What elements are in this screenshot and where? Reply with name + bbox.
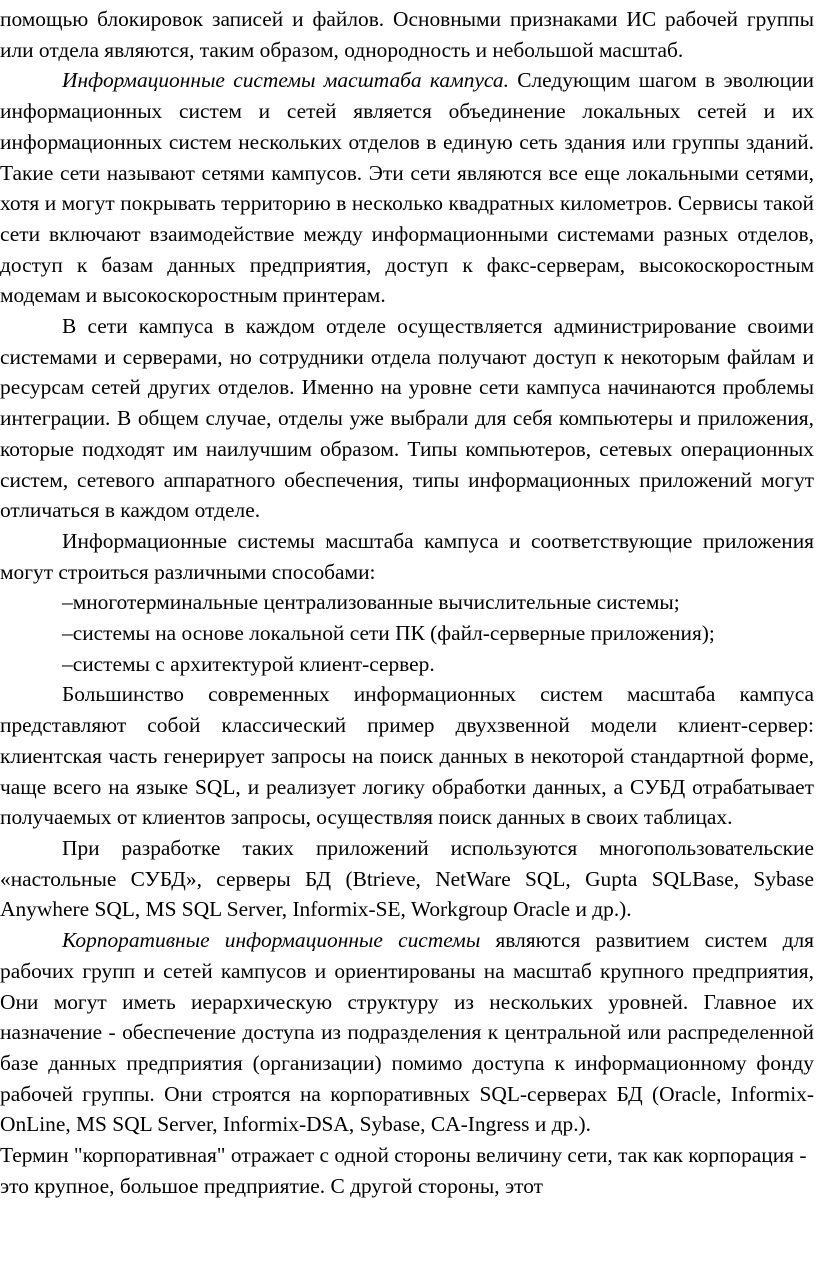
dash-marker: – bbox=[62, 651, 73, 676]
dash-marker: – bbox=[62, 621, 73, 646]
campus-heading-italic: Информационные системы масштаба кампуса. bbox=[62, 68, 509, 93]
corporate-text: являются развитием систем для рабочих групп и сетей кампусов и ориентированы на масштаб крупного предприятия, Они могут иметь иерархическую структуру из нескольких уровней. Главное их назначение - обеспечение доступа из подразделения к центральной или распределенной базе данных предприятия (организации) помимо доступа к информационному фонду рабочей группы. Они строятся на корпоративных SQL-серверах БД (Oracle, Informix-OnLine, MS SQL Server, Informix-DSA, Sybase, CA-Ingress и др.). bbox=[0, 928, 814, 1137]
paragraph-corporate-term: Термин "корпоративная" отражает с одной стороны величину сети, так как корпорация - это крупное, большое предприятие. С другой стороны, этот bbox=[0, 1143, 807, 1198]
paragraph-corporate bbox=[0, 925, 814, 1140]
campus-intro-text: Следующим шагом в эволюции информационных систем и сетей является объединение локальных сетей и их информационных систем нескольких отделов в единую сеть здания или группы зданий. Такие сети называют сетями кампусов. Эти сети являются все еще локальными сетями, хотя и могут покрывать территорию в несколько квадратных километров. Сервисы такой сети включают взаимодействие между информационными системами разных отделов, доступ к базам данных предприятия, доступ к факс-серверам, высокоскоростным модемам и высокоскоростным принтерам. bbox=[0, 68, 814, 308]
approaches-list bbox=[0, 587, 814, 679]
paragraph-workgroup-end: помощью блокировок записей и файлов. Основными признаками ИС рабочей группы или отдела являются, таким образом, однородность и небольшой масштаб. bbox=[0, 7, 814, 62]
list-item-text: системы на основе локальной сети ПК (файл-серверные приложения); bbox=[72, 621, 715, 646]
corporate-heading-italic: Корпоративные информационные системы bbox=[62, 928, 481, 953]
list-item bbox=[0, 649, 814, 680]
dash-marker: – bbox=[62, 590, 73, 615]
paragraph-campus-admin: В сети кампуса в каждом отделе осуществляется администрирование своими системами и серверами, но сотрудники отдела получают доступ к некоторым файлам и ресурсам сетей других отделов. Именно на уровне сети кампуса начинаются проблемы интеграции. В общем случае, отделы уже выбрали для себя компьютеры и приложения, которые подходят им наилучшим образом. Типы компьютеров, сетевых операционных систем, сетевого аппаратного обеспечения, типы информационных приложений могут отличаться в каждом отделе. bbox=[0, 314, 814, 523]
paragraph-desktop-dbms: При разработке таких приложений используются многопользовательские «настольные СУБД», серверы БД (Btrieve, NetWare SQL, Gupta SQLBase, Sybase Anywhere SQL, MS SQL Server, Informix-SE, Workgroup Oracle и др.). bbox=[0, 835, 814, 922]
list-item bbox=[0, 587, 814, 618]
paragraph-campus-approaches: Информационные системы масштаба кампуса и соответствующие приложения могут строиться различными способами: bbox=[0, 528, 814, 584]
list-item-text: многотерминальные централизованные вычислительные системы; bbox=[72, 590, 680, 615]
list-item-text: системы с архитектурой клиент-сервер. bbox=[72, 651, 435, 676]
paragraph-campus-intro bbox=[0, 65, 814, 311]
list-item bbox=[0, 618, 814, 649]
paragraph-client-server: Большинство современных информационных систем масштаба кампуса представляют собой классический пример двухзвенной модели клиент-сервер: клиентская часть генерирует запросы на поиск данных в некоторой стандартной форме, чаще всего на языке SQL, и реализует логику обработки данных, а СУБД отрабатывает получаемых от клиентов запросы, осуществляя поиск данных в своих таблицах. bbox=[0, 682, 814, 830]
